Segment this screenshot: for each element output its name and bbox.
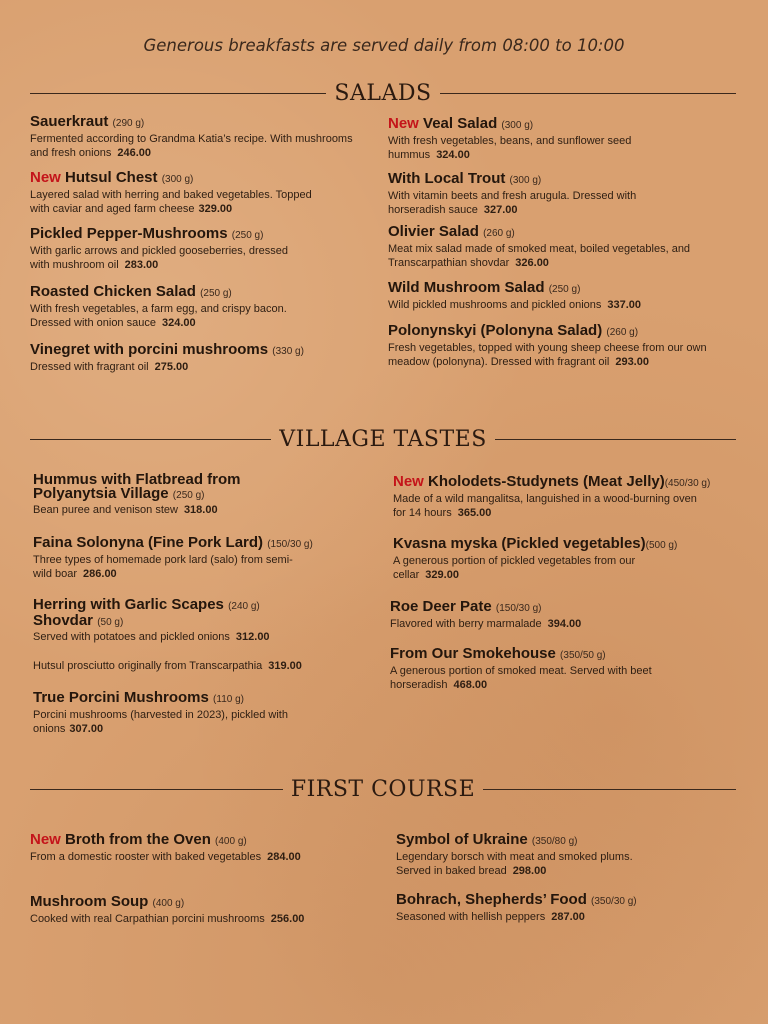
menu-item xyxy=(30,114,360,160)
item-description: From a domestic rooster with baked vegetables xyxy=(30,851,262,863)
item-price: 293.00 xyxy=(615,356,649,368)
item-name: Bohrach, Shepherds’ Food xyxy=(396,891,587,908)
item-weight: (250 g) xyxy=(231,230,264,241)
section-header-village-tastes xyxy=(30,424,736,454)
item-name: Veal Salad xyxy=(423,115,498,132)
menu-item xyxy=(393,474,738,520)
item-price: 307.00 xyxy=(69,723,104,735)
item-weight: (110 g) xyxy=(213,694,244,705)
item-name: Roasted Chicken Salad xyxy=(30,283,196,300)
item-price: 284.00 xyxy=(267,851,301,863)
divider-line xyxy=(440,93,736,94)
item-weight: (290 g) xyxy=(112,118,145,129)
item-price: 256.00 xyxy=(270,913,305,925)
item-weight: (260 g) xyxy=(606,327,639,338)
item-price: 246.00 xyxy=(117,147,151,159)
item-weight: (300 g) xyxy=(501,120,534,131)
menu-item xyxy=(33,473,293,517)
item-price: 327.00 xyxy=(483,204,518,216)
item-weight: (350/30 g) xyxy=(591,896,637,907)
item-price: 326.00 xyxy=(515,257,549,269)
divider-line xyxy=(30,93,326,94)
item-weight: (400 g) xyxy=(215,836,247,847)
item-description: A generous portion of smoked meat. Served with beet horseradish xyxy=(390,665,652,691)
item-description: Porcini mushrooms (harvested in 2023), pickled with onions xyxy=(33,709,288,735)
item-price: 329.00 xyxy=(198,203,233,215)
item-description: Flavored with berry marmalade xyxy=(390,618,542,630)
item-description: Hutsul prosciutto originally from Transcarpathia xyxy=(33,660,263,672)
menu-item xyxy=(390,646,720,692)
menu-item xyxy=(393,536,738,582)
menu-item xyxy=(30,342,360,374)
item-description: Legendary borsch with meat and smoked plums. Served in baked bread xyxy=(396,851,633,877)
menu-item xyxy=(30,832,360,864)
item-price: 287.00 xyxy=(551,911,585,923)
menu-item xyxy=(388,280,718,312)
item-price: 283.00 xyxy=(124,259,159,271)
item-weight: (350/50 g) xyxy=(560,650,606,661)
item-name: Hummus with Flatbread from Polyanytsia Village xyxy=(33,471,241,502)
item-description: Three types of homemade pork lard (salo) from semi-wild boar xyxy=(33,554,293,580)
item-description: Served with potatoes and pickled onions xyxy=(33,631,230,643)
item-description: Layered salad with herring and baked vegetables. Topped with caviar and aged farm cheese xyxy=(30,189,312,215)
item-price: 298.00 xyxy=(512,865,547,877)
item-name: Sauerkraut xyxy=(30,113,109,130)
menu-item xyxy=(30,894,360,926)
new-label: New xyxy=(30,169,61,186)
item-name: Symbol of Ukraine xyxy=(396,831,528,848)
item-weight: (250 g) xyxy=(200,288,232,299)
menu-item xyxy=(390,599,720,631)
item-weight: (500 g) xyxy=(645,540,678,551)
item-name: Hutsul Chest xyxy=(65,169,158,186)
item-description: With fresh vegetables, beans, and sunflower seed hummus xyxy=(388,135,632,161)
item-name: Roe Deer Pate xyxy=(390,598,492,615)
menu-item xyxy=(388,171,718,217)
divider-line xyxy=(30,439,271,440)
item-name: Olivier Salad xyxy=(388,223,479,240)
menu-item xyxy=(30,170,360,216)
item-name: Herring with Garlic Scapes xyxy=(33,596,224,613)
item-description: Seasoned with hellish peppers xyxy=(396,911,546,923)
menu-item xyxy=(33,535,363,581)
item-weight: (330 g) xyxy=(272,346,304,357)
menu-item xyxy=(388,224,718,270)
menu-item xyxy=(388,323,728,369)
item-name: Vinegret with porcini mushrooms xyxy=(30,341,269,358)
item-weight: (400 g) xyxy=(152,898,185,909)
item-price: 286.00 xyxy=(83,568,117,580)
item-price: 337.00 xyxy=(607,299,642,311)
new-label: New xyxy=(30,831,61,848)
item-weight: (300 g) xyxy=(161,174,194,185)
item-price: 319.00 xyxy=(268,660,302,672)
item-name: Shovdar xyxy=(33,612,94,629)
item-name: Polonynskyi (Polonyna Salad) xyxy=(388,322,603,339)
section-header-first-course xyxy=(30,774,736,804)
item-weight: (50 g) xyxy=(97,617,124,628)
item-description: Bean puree and venison stew xyxy=(33,504,178,516)
item-description: Cooked with real Carpathian porcini mushrooms xyxy=(30,913,265,925)
item-weight: (150/30 g) xyxy=(495,603,542,614)
item-weight: (350/80 g) xyxy=(531,836,578,847)
item-description: Meat mix salad made of smoked meat, boiled vegetables, and Transcarpathian shovdar xyxy=(388,243,691,269)
item-price: 324.00 xyxy=(161,317,196,329)
item-weight: (250 g) xyxy=(548,284,581,295)
item-weight: (150/30 g) xyxy=(267,539,313,550)
menu-item xyxy=(33,598,363,644)
menu-item xyxy=(33,690,363,736)
item-description: With garlic arrows and pickled gooseberries, dressed with mushroom oil xyxy=(30,245,289,271)
item-price: 329.00 xyxy=(425,569,459,581)
item-weight: (450/30 g) xyxy=(664,478,711,489)
divider-line xyxy=(495,439,736,440)
menu-item-note xyxy=(33,659,363,673)
item-name: Mushroom Soup xyxy=(30,893,149,910)
item-price: 318.00 xyxy=(183,504,218,516)
item-name: Broth from the Oven xyxy=(65,831,211,848)
item-price: 312.00 xyxy=(235,631,270,643)
item-name: True Porcini Mushrooms xyxy=(33,689,209,706)
item-description: Dressed with fragrant oil xyxy=(30,361,149,373)
item-name: With Local Trout xyxy=(388,170,506,187)
menu-item xyxy=(30,284,360,330)
new-label: New xyxy=(393,473,424,490)
item-price: 394.00 xyxy=(547,618,582,630)
section-title: FIRST COURSE xyxy=(290,776,476,802)
menu-item xyxy=(396,892,726,924)
menu-item xyxy=(388,116,718,162)
breakfast-tagline: Generous breakfasts are served daily from 08:00 to 10:00 xyxy=(143,36,625,55)
new-label: New xyxy=(388,115,419,132)
divider-line xyxy=(483,789,736,790)
divider-line xyxy=(30,789,283,790)
item-price: 324.00 xyxy=(436,149,470,161)
section-title: SALADS xyxy=(334,80,432,106)
section-header-salads xyxy=(30,78,736,108)
item-description: A generous portion of pickled vegetables from our cellar xyxy=(393,555,636,581)
item-description: Wild pickled mushrooms and pickled onions xyxy=(388,299,602,311)
item-description: With fresh vegetables, a farm egg, and crispy bacon. Dressed with onion sauce xyxy=(30,303,287,329)
menu-item xyxy=(30,226,360,272)
item-weight: (300 g) xyxy=(509,175,542,186)
item-price: 365.00 xyxy=(457,507,492,519)
menu-item xyxy=(396,832,726,878)
item-name: From Our Smokehouse xyxy=(390,645,556,662)
item-name: Pickled Pepper-Mushrooms xyxy=(30,225,228,242)
item-name: Faina Solonyna (Fine Pork Lard) xyxy=(33,534,264,551)
item-name: Wild Mushroom Salad xyxy=(388,279,545,296)
item-weight: (260 g) xyxy=(483,228,515,239)
item-name: Kvasna myska (Pickled vegetables) xyxy=(393,535,646,552)
item-weight: (240 g) xyxy=(228,601,260,612)
item-description: Made of a wild mangalitsa, languished in a wood-burning oven for 14 hours xyxy=(393,493,697,519)
item-weight: (250 g) xyxy=(172,490,205,501)
item-description: Fermented according to Grandma Katia’s recipe. With mushrooms and fresh onions xyxy=(30,133,353,159)
item-price: 468.00 xyxy=(453,679,488,691)
item-description: With vitamin beets and fresh arugula. Dressed with horseradish sauce xyxy=(388,190,637,216)
section-title: VILLAGE TASTES xyxy=(279,426,487,452)
item-name: Kholodets-Studynets (Meat Jelly) xyxy=(428,473,665,490)
item-price: 275.00 xyxy=(154,361,189,373)
item-description: Fresh vegetables, topped with young sheep cheese from our own meadow (polonyna). Dressed with fragrant oil xyxy=(388,342,707,368)
